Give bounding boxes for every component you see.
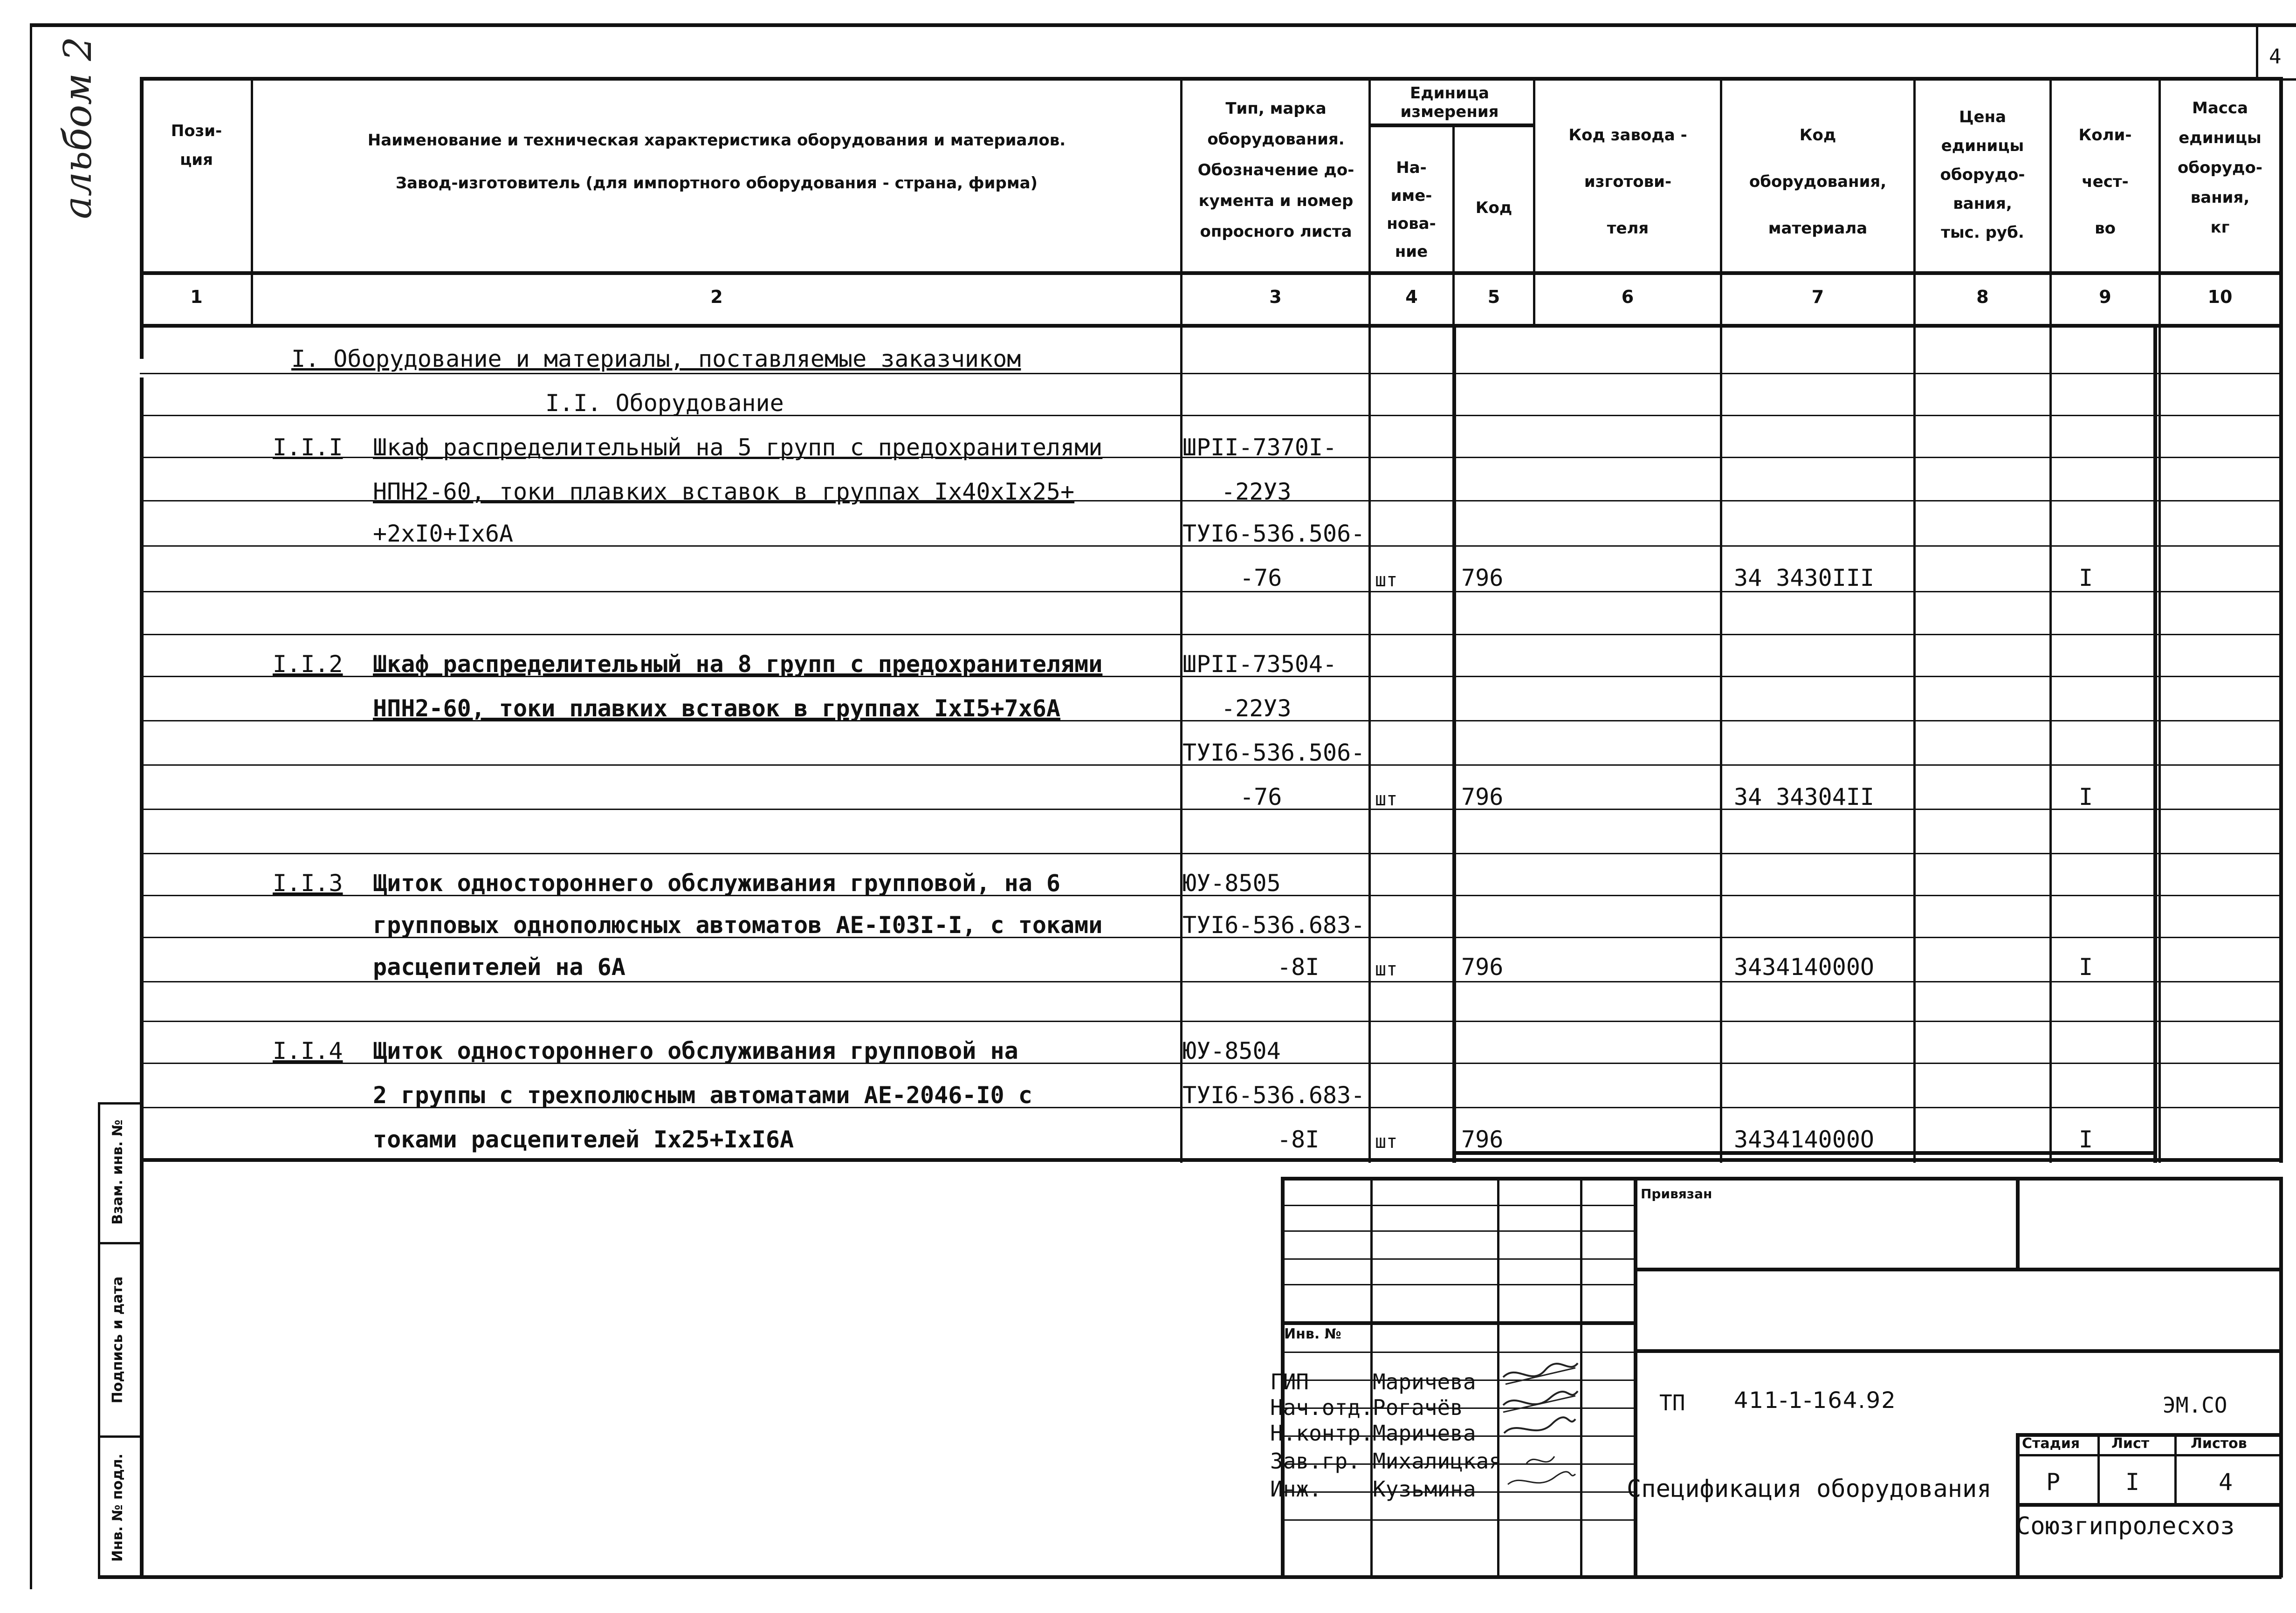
col-number: 1 — [190, 287, 203, 307]
role-gip: ГИП — [1270, 1369, 1309, 1394]
item-unit: шт — [1375, 1131, 1398, 1153]
name-inzh: Кузьмина — [1373, 1476, 1476, 1502]
organization: Союзгипролесхоз — [2016, 1512, 2235, 1540]
item-type-line: -22У3 — [1221, 695, 1292, 722]
doc-suffix: ЭМ.СО — [2163, 1393, 2227, 1418]
item-name-line: Шкаф распределительный на 8 групп с предохранителями — [373, 651, 1103, 678]
hdr-price-4: вания, — [1953, 194, 2012, 213]
hdr-mass-3: оборудо- — [2178, 158, 2262, 177]
signature-scribbles — [1499, 1359, 1582, 1512]
side-stamp-signature: Подпись и дата — [110, 1276, 126, 1404]
hdr-mass-1: Масса — [2192, 99, 2248, 117]
role-n-kontr: Н.контр. — [1270, 1421, 1374, 1446]
hdr-mass-2: единицы — [2179, 129, 2262, 147]
item-name-line: Шкаф распределительный на 5 групп с предохранителями — [373, 434, 1103, 461]
corner-sheet-mark: 4 — [2269, 45, 2282, 69]
hdr-equip-code-3: материала — [1768, 219, 1868, 238]
col-number: 4 — [1405, 287, 1418, 307]
item-type-line: ШРII-7370I- — [1182, 434, 1337, 461]
item-qty: I — [2079, 954, 2093, 981]
hdr-factory-1: Код завода - — [1568, 126, 1687, 144]
hdr-name-1: Наименование и техническая характеристика оборудования и материалов. — [367, 131, 1066, 150]
subsection-title: I.I. Оборудование — [545, 390, 784, 417]
hdr-equip-code-1: Код — [1799, 126, 1836, 144]
hdr-qty-2: чест- — [2082, 172, 2129, 191]
hdr-equip-code-2: оборудования, — [1749, 172, 1887, 191]
item-qty: I — [2079, 783, 2093, 810]
side-stamp-vzam-inv: Взам. инв. № — [110, 1119, 126, 1225]
hdr-unit-code: Код — [1475, 199, 1512, 217]
hdr-position-1: Пози- — [171, 122, 222, 140]
item-type-line: ЮУ-8505 — [1182, 870, 1281, 897]
stage-value: Р — [2046, 1469, 2061, 1496]
hdr-unit-name-3: нова- — [1387, 214, 1436, 233]
hdr-type-2: оборудования. — [1207, 130, 1345, 149]
item-name-line: +2xI0+Ix6A — [373, 520, 514, 547]
col-number: 2 — [710, 287, 723, 307]
item-unit: шт — [1375, 570, 1398, 591]
hdr-factory-3: теля — [1607, 219, 1649, 238]
item-type-line: ЮУ-8504 — [1182, 1037, 1281, 1064]
sheet-label: Лист — [2111, 1435, 2150, 1452]
item-type-line: -76 — [1240, 783, 1282, 810]
item-unit: шт — [1375, 959, 1398, 980]
item-type-line: -76 — [1240, 564, 1282, 591]
item-name-line: токами расцепителей Ix25+IxI6A — [373, 1126, 794, 1153]
item-equip-code: 34 3430III — [1734, 564, 1875, 591]
col-number: 6 — [1621, 287, 1634, 307]
hdr-unit: Единица измерения — [1400, 84, 1499, 121]
hdr-price-3: оборудо- — [1940, 165, 2025, 184]
item-position: I.I.4 — [273, 1037, 343, 1064]
hdr-mass-4: вания, — [2190, 188, 2250, 207]
hdr-qty-3: во — [2095, 219, 2116, 238]
item-type-line: -22У3 — [1221, 478, 1292, 505]
hdr-position-2: ция — [180, 151, 213, 169]
name-nach-otd: Рогачёв — [1373, 1395, 1463, 1420]
item-type-line: ТУI6-536.683- — [1182, 1082, 1365, 1109]
role-nach-otd: Нач.отд. — [1270, 1395, 1374, 1420]
item-unit-code: 796 — [1461, 783, 1504, 810]
privyazan-label: Привязан — [1641, 1186, 1712, 1201]
item-position: I.I.3 — [273, 870, 343, 897]
doc-title: Спецификация оборудования — [1627, 1475, 1992, 1503]
side-stamp-inv-podl: Инв. № подл. — [110, 1453, 126, 1562]
item-name-line: расцепителей на 6А — [373, 954, 626, 981]
hdr-type-3: Обозначение до- — [1197, 161, 1354, 179]
item-unit-code: 796 — [1461, 1126, 1504, 1153]
item-name-line: групповых однополюсных автоматов АЕ-I03I-I, с токами — [373, 912, 1103, 939]
item-qty: I — [2079, 1126, 2093, 1153]
hdr-type-4: кумента и номер — [1198, 192, 1354, 210]
name-gip: Маричева — [1373, 1369, 1476, 1394]
inv-no-label: Инв. № — [1284, 1326, 1341, 1342]
stage-label: Стадия — [2022, 1435, 2080, 1452]
col-number: 5 — [1487, 287, 1500, 307]
sheet-value: I — [2125, 1469, 2140, 1496]
name-zav-gr: Михалицкая — [1373, 1448, 1502, 1474]
hdr-unit-name-4: ние — [1395, 242, 1428, 261]
item-type-line: ТУI6-536.506- — [1182, 520, 1365, 547]
album-label: альбом 2 — [56, 36, 100, 219]
item-qty: I — [2079, 564, 2093, 591]
hdr-price-1: Цена — [1959, 108, 2007, 126]
role-inzh: Инж. — [1270, 1476, 1322, 1502]
item-type-line: ТУI6-536.683- — [1182, 912, 1365, 939]
doc-prefix: ТП — [1659, 1390, 1685, 1415]
item-equip-code: 343414000О — [1734, 1126, 1875, 1153]
col-number: 10 — [2207, 287, 2233, 307]
hdr-type-1: Тип, марка — [1225, 99, 1327, 118]
col-number: 8 — [1976, 287, 1989, 307]
name-n-kontr: Маричева — [1373, 1421, 1476, 1446]
col-number: 3 — [1269, 287, 1282, 307]
col-number: 9 — [2099, 287, 2111, 307]
hdr-price-2: единицы — [1941, 137, 2024, 155]
item-unit: шт — [1375, 789, 1398, 810]
item-equip-code: 343414000О — [1734, 954, 1875, 981]
sheets-label: Листов — [2191, 1435, 2247, 1452]
item-unit-code: 796 — [1461, 564, 1504, 591]
item-name-line: НПН2-60, токи плавких вставок в группах Ix40xIx25+ — [373, 478, 1075, 505]
hdr-mass-5: кг — [2210, 218, 2230, 237]
hdr-name-2: Завод-изготовитель (для импортного оборудования - страна, фирма) — [395, 174, 1038, 192]
item-equip-code: 34 34304II — [1734, 783, 1875, 810]
hdr-unit-name-2: име- — [1390, 186, 1432, 205]
item-name-line: Щиток одностороннего обслуживания групповой на — [373, 1037, 1018, 1064]
hdr-factory-2: изготови- — [1584, 172, 1672, 191]
sheets-value: 4 — [2219, 1469, 2233, 1496]
hdr-type-5: опросного листа — [1200, 222, 1352, 241]
item-type-line: ШРII-73504- — [1182, 651, 1337, 678]
hdr-unit-name-1: На- — [1396, 158, 1427, 177]
role-zav-gr: Зав.гр. — [1270, 1448, 1361, 1474]
doc-number: 411-1-164.92 — [1734, 1387, 1897, 1414]
item-position: I.I.2 — [273, 651, 343, 678]
item-unit-code: 796 — [1461, 954, 1504, 981]
item-type-line: -8I — [1277, 954, 1320, 981]
item-name-line: 2 группы с трехполюсным автоматами АЕ-2046-I0 с — [373, 1082, 1032, 1109]
col-number: 7 — [1811, 287, 1824, 307]
item-position: I.I.I — [273, 434, 343, 461]
hdr-qty-1: Коли- — [2078, 126, 2132, 144]
item-type-line: -8I — [1277, 1126, 1320, 1153]
item-name-line: НПН2-60, токи плавких вставок в группах IxI5+7x6A — [373, 695, 1061, 722]
item-type-line: ТУI6-536.506- — [1182, 739, 1365, 766]
section-title: I. Оборудование и материалы, поставляемые заказчиком — [291, 345, 1021, 372]
item-name-line: Щиток одностороннего обслуживания групповой, на 6 — [373, 870, 1061, 897]
hdr-price-5: тыс. руб. — [1941, 223, 2024, 242]
